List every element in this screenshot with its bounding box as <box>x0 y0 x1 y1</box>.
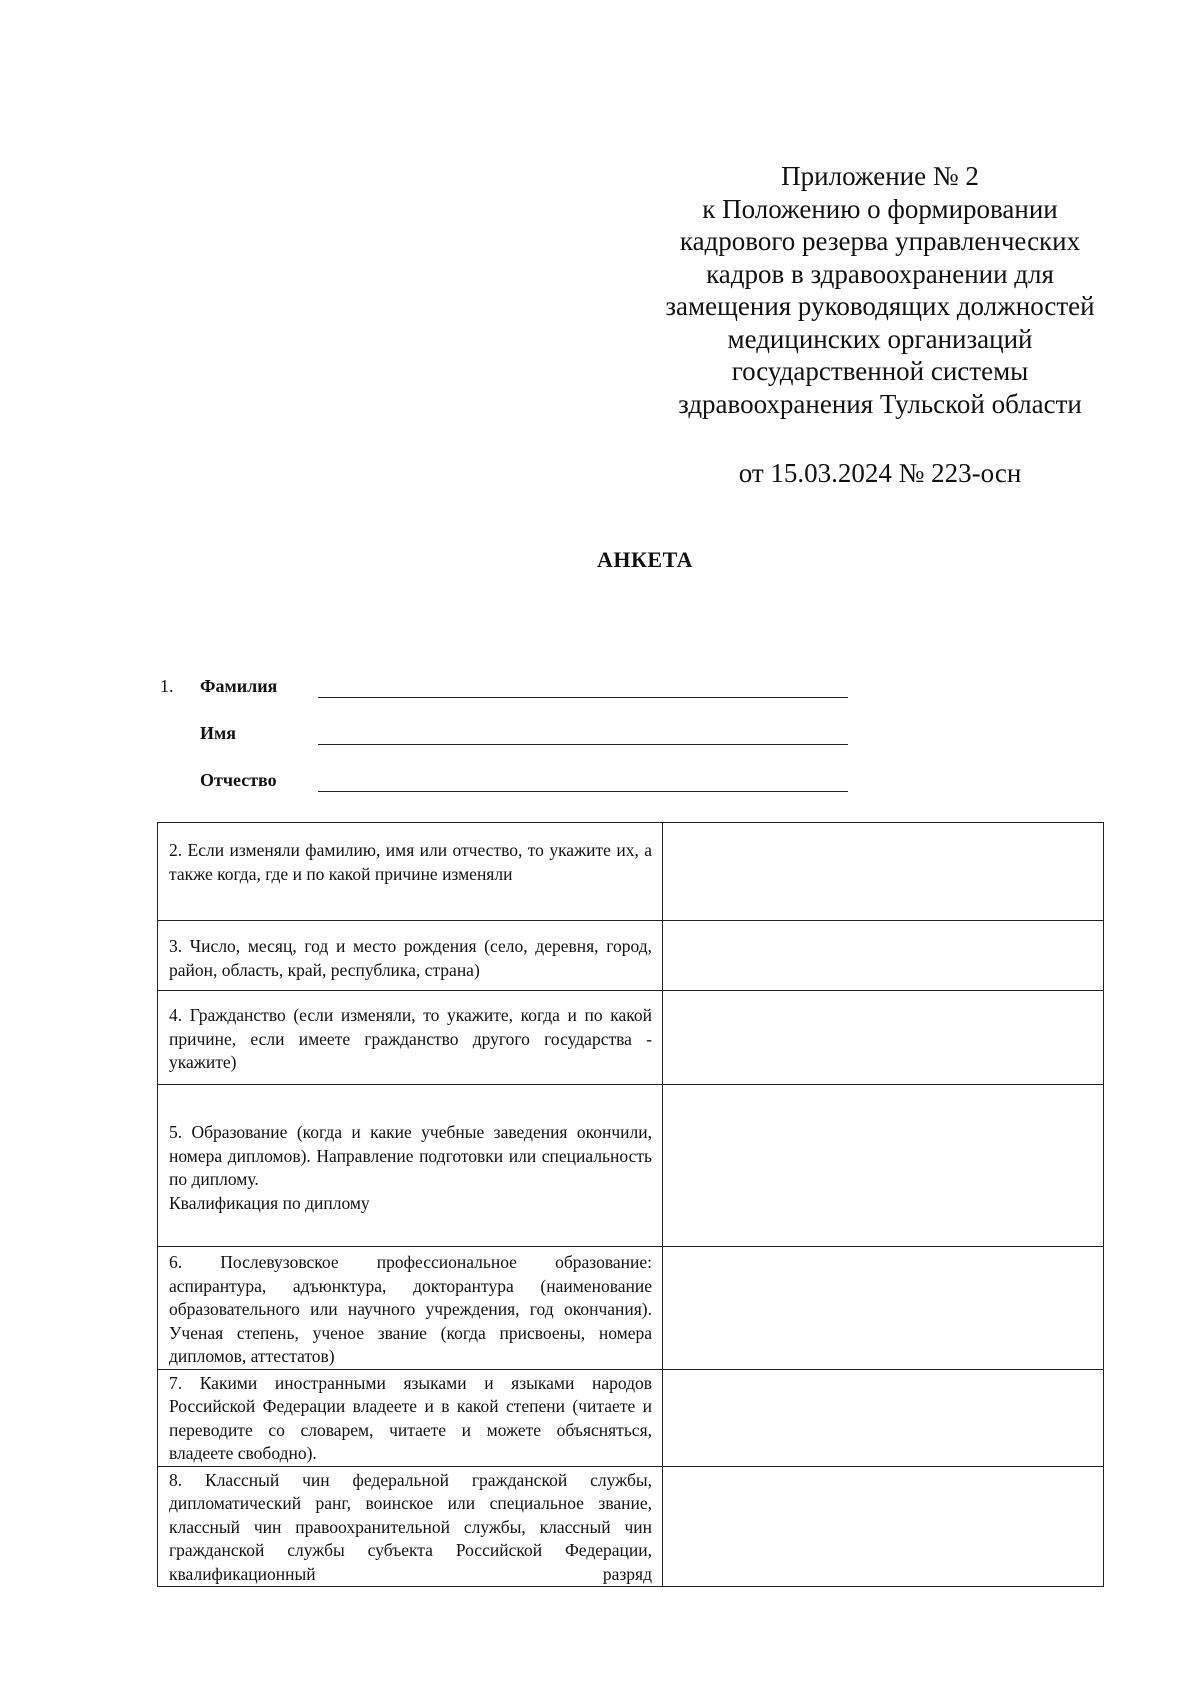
name-label: Имя <box>200 723 236 743</box>
header-line: здравоохранения Тульской области <box>678 388 1082 419</box>
question-cell: 2. Если изменяли фамилию, имя или отчество, то укажите их, а также когда, где и по какой причине изменяли <box>158 823 663 921</box>
patronymic-row <box>200 770 850 796</box>
header-line: государственной системы <box>731 356 1029 386</box>
question-cell <box>158 1085 663 1247</box>
question-cell: 4. Гражданство (если изменяли, то укажите, когда и по какой причине, если имеете гражданство другого государства - укажите) <box>158 991 663 1085</box>
table-row <box>158 1247 1104 1370</box>
question-text: Квалификация по диплому <box>169 1192 370 1213</box>
fio-number: 1. <box>160 676 174 696</box>
question-cell: 7. Какими иностранными языками и языками народов Российской Федерации владеете и в какой степени (читаете и переводите со словарем, читаете и можете объясняться, владеете свободно). <box>158 1369 663 1466</box>
order-date: от 15.03.2024 № 223-осн <box>738 458 1022 488</box>
answer-cell[interactable] <box>663 1085 1104 1247</box>
question-cell: 8. Классный чин федеральной гражданской службы, дипломатический ранг, воинское или специальное звание, классный чин правоохранительной службы, классный чин гражданской службы субъекта Российской Федерации, квалификационный разряд <box>158 1466 663 1587</box>
surname-row <box>200 676 850 702</box>
appendix-header <box>640 160 1120 420</box>
name-row <box>200 723 850 749</box>
question-cell: 3. Число, месяц, год и место рождения (село, деревня, город, район, область, край, республика, страна) <box>158 921 663 991</box>
questionnaire-table <box>157 822 1104 1587</box>
answer-cell[interactable] <box>663 991 1104 1085</box>
surname-field[interactable] <box>318 697 848 698</box>
table-row <box>158 921 1104 991</box>
page-title: АНКЕТА <box>596 547 694 572</box>
table-row <box>158 1085 1104 1247</box>
answer-cell[interactable] <box>663 1247 1104 1370</box>
table-row <box>158 823 1104 921</box>
answer-cell[interactable] <box>663 921 1104 991</box>
answer-cell[interactable] <box>663 1369 1104 1466</box>
question-cell: 6. Послевузовское профессиональное образование: аспирантура, адъюнктура, докторантура (наименование образовательного или научного учреждения, год окончания). Ученая степень, ученое звание (когда присвоены, номера дипломов, аттестатов) <box>158 1247 663 1370</box>
patronymic-label: Отчество <box>200 770 277 790</box>
question-text: 5. Образование (когда и какие учебные заведения окончили, номера дипломов). Направление подготовки или специальность по диплому. <box>169 1122 652 1189</box>
patronymic-field[interactable] <box>318 791 848 792</box>
header-line: к Положению о формировании <box>702 193 1058 224</box>
header-line: медицинских организаций <box>727 323 1033 354</box>
answer-cell[interactable] <box>663 823 1104 921</box>
header-line: Приложение № 2 <box>781 161 979 191</box>
header-line: кадров в здравоохранении для <box>706 258 1054 289</box>
table-row <box>158 1466 1104 1587</box>
answer-cell[interactable] <box>663 1466 1104 1587</box>
name-field[interactable] <box>318 744 848 745</box>
surname-label: Фамилия <box>200 676 278 696</box>
header-line: замещения руководящих должностей <box>665 291 1095 321</box>
table-row <box>158 1369 1104 1466</box>
header-line: кадрового резерва управленческих <box>679 226 1081 256</box>
table-row <box>158 991 1104 1085</box>
